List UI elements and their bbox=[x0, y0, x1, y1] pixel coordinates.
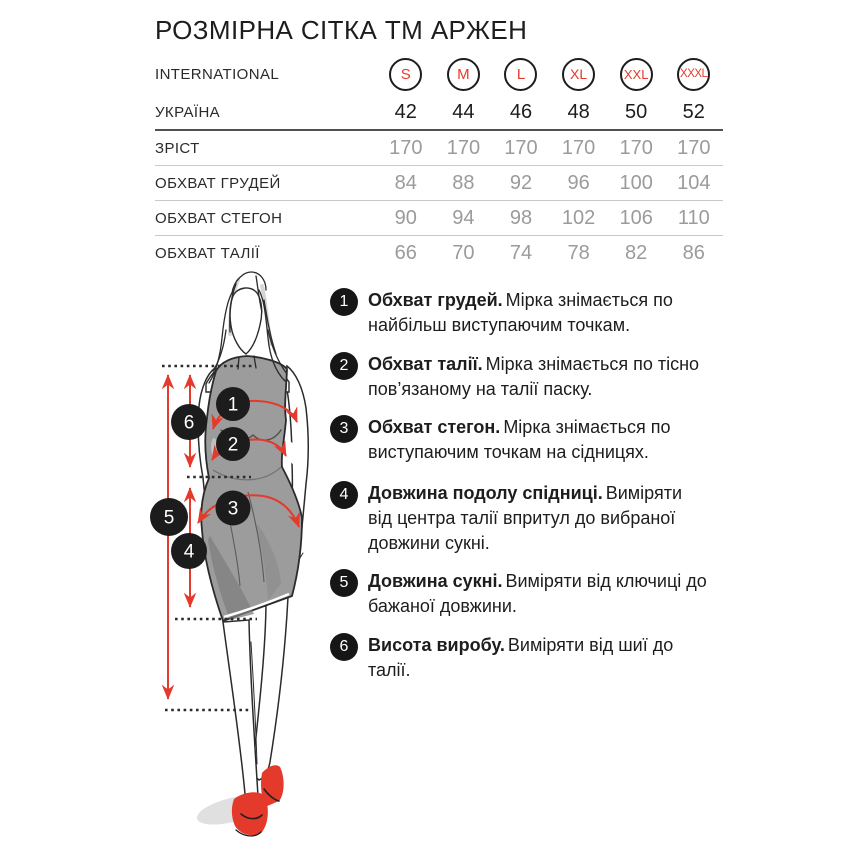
table-cell: 170 bbox=[504, 136, 538, 159]
svg-text:4: 4 bbox=[183, 541, 195, 563]
measurement-term: Обхват стегон. bbox=[368, 417, 501, 437]
figure-marker-1 bbox=[216, 387, 250, 421]
table-cell: 86 bbox=[682, 241, 705, 264]
size-badge-m: M bbox=[447, 58, 480, 91]
table-cell: 50 bbox=[625, 101, 648, 123]
table-cell: 170 bbox=[677, 136, 711, 159]
table-cell: 66 bbox=[394, 241, 417, 264]
svg-text:2: 2 bbox=[227, 434, 239, 456]
table-cell: 170 bbox=[389, 136, 423, 159]
page-title: РОЗМІРНА СІТКА ТМ АРЖЕН bbox=[155, 15, 528, 45]
measurement-desc: Виміряти від ключиці до бажаної довжини. bbox=[368, 571, 707, 616]
figure-legs bbox=[223, 620, 258, 796]
list-number-badge: 3 bbox=[330, 415, 358, 443]
table-cell: 94 bbox=[452, 206, 475, 229]
table-cell: 92 bbox=[509, 171, 533, 194]
size-badge-l: L bbox=[504, 58, 537, 91]
table-row-height bbox=[155, 129, 723, 165]
measurement-desc: Виміряти від центра талії впритул до вибраної довжини сукні. bbox=[368, 483, 682, 553]
figure-illustration bbox=[140, 258, 350, 850]
list-number-badge: 1 bbox=[330, 288, 358, 316]
measurement-list bbox=[330, 288, 710, 697]
figure-marker-3 bbox=[216, 491, 251, 526]
figure-legs bbox=[252, 597, 288, 780]
table-cell: 78 bbox=[567, 241, 590, 264]
table-cell: 48 bbox=[567, 101, 590, 123]
list-number-badge: 5 bbox=[330, 569, 358, 597]
table-row-hips bbox=[155, 200, 723, 235]
table-cell: 70 bbox=[452, 241, 475, 264]
table-cell: 88 bbox=[452, 171, 475, 194]
table-cell: 110 bbox=[677, 206, 710, 229]
measurement-item bbox=[330, 481, 710, 556]
measurement-desc: Виміряти від шиї до талії. bbox=[368, 635, 674, 680]
front-shoe bbox=[232, 792, 268, 836]
measurement-term: Довжина подолу спідниці. bbox=[368, 483, 603, 503]
measurement-item bbox=[330, 569, 710, 619]
svg-text:6: 6 bbox=[183, 412, 195, 434]
measurement-item bbox=[330, 352, 710, 402]
table-cell: 90 bbox=[394, 206, 417, 229]
table-cell: 82 bbox=[625, 241, 648, 264]
measurement-term: Обхват грудей. bbox=[368, 290, 503, 310]
measurement-item bbox=[330, 288, 710, 338]
measurement-item bbox=[330, 415, 710, 465]
measurement-desc: Мірка знімається по найбільш виступаючим точкам. bbox=[368, 290, 673, 335]
table-cell: 46 bbox=[509, 101, 533, 123]
svg-text:1: 1 bbox=[227, 394, 239, 416]
row-label: УКРАЇНА bbox=[155, 104, 221, 121]
list-number-badge: 6 bbox=[330, 633, 358, 661]
measurement-desc: Мірка знімається по тісно пов’язаному на талії паску. bbox=[368, 354, 700, 399]
measurement-term: Довжина сукні. bbox=[368, 571, 503, 591]
table-cell: 100 bbox=[619, 171, 653, 194]
size-badge-xxxl: XXXL bbox=[677, 58, 710, 91]
size-badge-xl: XL bbox=[562, 58, 595, 91]
row-label: ЗРІСТ bbox=[155, 139, 200, 157]
size-table bbox=[155, 52, 723, 270]
table-cell: 74 bbox=[509, 241, 533, 264]
table-cell: 170 bbox=[619, 136, 653, 159]
table-cell: 42 bbox=[394, 101, 417, 123]
list-number-badge: 4 bbox=[330, 481, 358, 509]
table-row-chest bbox=[155, 165, 723, 200]
size-badge-xxl: XXL bbox=[620, 58, 653, 91]
figure-marker-4 bbox=[171, 533, 207, 569]
measurement-term: Висота виробу. bbox=[368, 635, 505, 655]
measurement-item bbox=[330, 633, 710, 683]
table-cell: 84 bbox=[394, 171, 417, 194]
table-cell: 102 bbox=[561, 206, 596, 229]
figure-dress bbox=[201, 356, 302, 621]
svg-text:3: 3 bbox=[227, 498, 239, 520]
svg-text:5: 5 bbox=[163, 507, 175, 529]
table-cell: 44 bbox=[452, 101, 475, 123]
table-cell: 96 bbox=[567, 171, 590, 194]
list-number-badge: 2 bbox=[330, 352, 358, 380]
size-badge-s: S bbox=[389, 58, 422, 91]
row-label: ОБХВАТ ТАЛІЇ bbox=[155, 244, 260, 262]
table-cell: 52 bbox=[682, 101, 705, 123]
table-cell: 106 bbox=[619, 206, 653, 229]
table-cell: 170 bbox=[561, 136, 596, 159]
measurement-desc: Мірка знімається по виступаючим точкам на сідницях. bbox=[368, 417, 671, 462]
measurement-term: Обхват талії. bbox=[368, 354, 483, 374]
table-cell: 104 bbox=[677, 171, 711, 194]
row-label: ОБХВАТ СТЕГОН bbox=[155, 209, 283, 227]
table-cell: 170 bbox=[446, 136, 481, 159]
table-row-ukraine bbox=[155, 96, 723, 129]
row-label: INTERNATIONAL bbox=[155, 65, 280, 83]
figure-marker-2 bbox=[216, 427, 250, 461]
row-label: ОБХВАТ ГРУДЕЙ bbox=[155, 174, 281, 192]
table-cell: 98 bbox=[509, 206, 533, 229]
figure-marker-5 bbox=[150, 498, 188, 536]
figure-marker-6 bbox=[171, 404, 207, 440]
table-row-international bbox=[155, 52, 723, 96]
